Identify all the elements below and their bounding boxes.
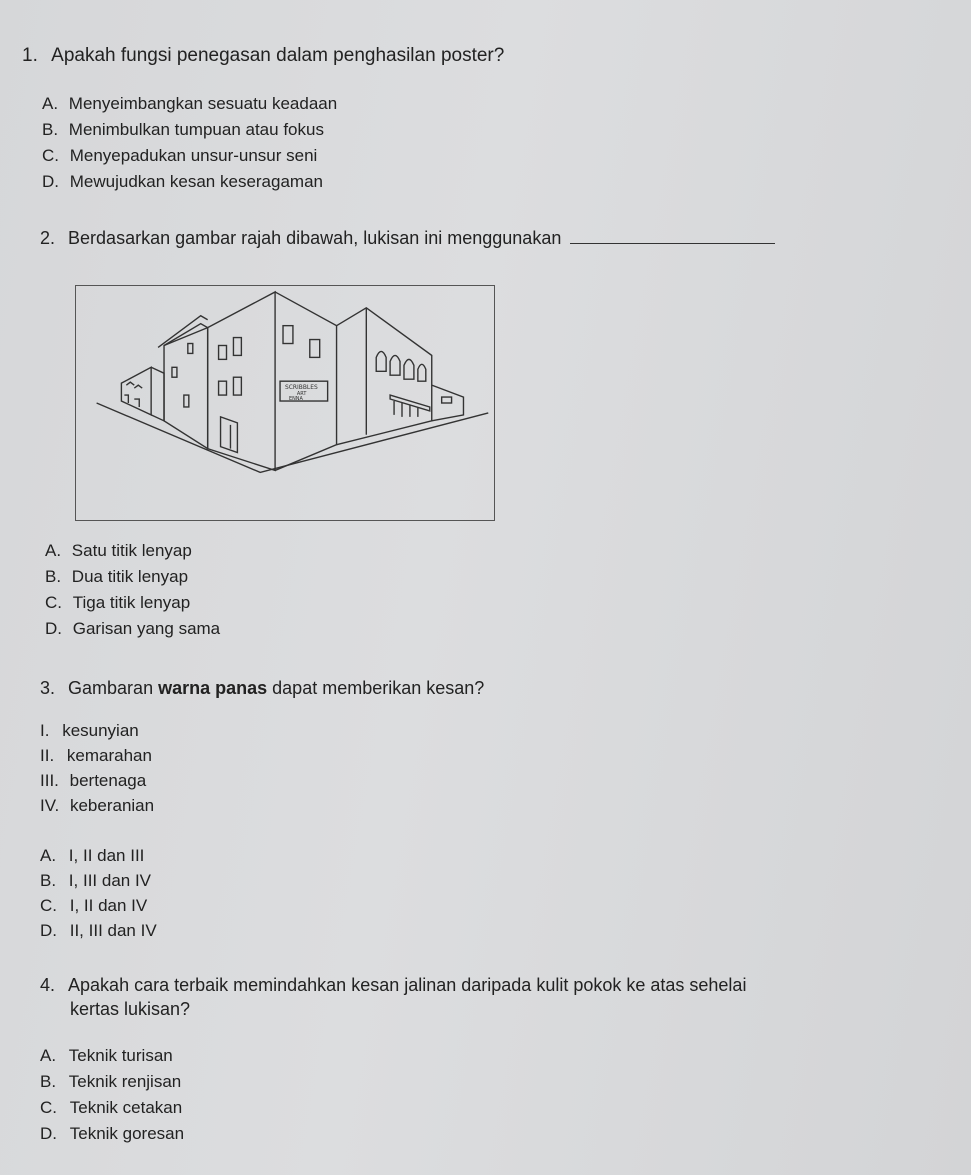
question-text: Berdasarkan gambar rajah dibawah, lukisan ini menggunakan: [68, 228, 562, 248]
option-1a[interactable]: A. Menyeimbangkan sesuatu keadaan: [42, 94, 338, 113]
statement-i: I. kesunyian: [40, 721, 139, 740]
option-2b[interactable]: B. Dua titik lenyap: [45, 567, 189, 586]
sign-text-3: ENNA: [288, 396, 303, 403]
option-1d[interactable]: D. Mewujudkan kesan keseragaman: [42, 172, 323, 191]
option-3b[interactable]: B. I, III dan IV: [40, 871, 152, 890]
question-3: [40, 675, 484, 701]
option-3c[interactable]: C. I, II dan IV: [40, 896, 148, 915]
sign-text-1: SCRIBBLES: [285, 384, 318, 392]
question-text: Apakah fungsi penegasan dalam penghasilan poster?: [51, 45, 505, 66]
option-2d[interactable]: D. Garisan yang sama: [45, 619, 221, 638]
question-text-bold: warna panas: [158, 678, 268, 698]
question-number: 1.: [22, 45, 38, 66]
question-4: [40, 972, 746, 998]
statement-iii: III. bertenaga: [40, 771, 147, 790]
option-2c[interactable]: C. Tiga titik lenyap: [45, 593, 191, 612]
question-text-after: dapat memberikan kesan?: [272, 678, 485, 698]
question-text-line2: kertas lukisan?: [70, 999, 191, 1019]
option-3a[interactable]: A. I, II dan III: [40, 846, 145, 865]
option-4d[interactable]: D. Teknik goresan: [40, 1124, 185, 1143]
question-text-line1: Apakah cara terbaik memindahkan kesan jalinan daripada kulit pokok ke atas sehelai: [68, 975, 747, 995]
perspective-drawing-figure: [75, 285, 495, 521]
statement-ii: II. kemarahan: [40, 746, 152, 765]
statement-iv: IV. keberanian: [40, 796, 155, 815]
question-text-before: Gambaran: [68, 678, 154, 698]
question-4-line2: [70, 996, 190, 1022]
question-number: 3.: [40, 678, 56, 698]
question-2: [40, 225, 775, 251]
option-4c[interactable]: C. Teknik cetakan: [40, 1098, 183, 1117]
option-2a[interactable]: A. Satu titik lenyap: [45, 541, 192, 560]
answer-blank[interactable]: [570, 243, 775, 244]
question-number: 4.: [40, 975, 56, 995]
question-number: 2.: [40, 228, 56, 248]
option-4b[interactable]: B. Teknik renjisan: [40, 1072, 182, 1091]
building-sketch: [76, 286, 494, 520]
option-1b[interactable]: B. Menimbulkan tumpuan atau fokus: [42, 120, 324, 139]
option-1c[interactable]: C. Menyepadukan unsur-unsur seni: [42, 146, 318, 165]
option-3d[interactable]: D. II, III dan IV: [40, 921, 157, 940]
option-4a[interactable]: A. Teknik turisan: [40, 1046, 173, 1065]
question-1: [22, 43, 504, 69]
sign-text-2: ART: [296, 391, 307, 398]
